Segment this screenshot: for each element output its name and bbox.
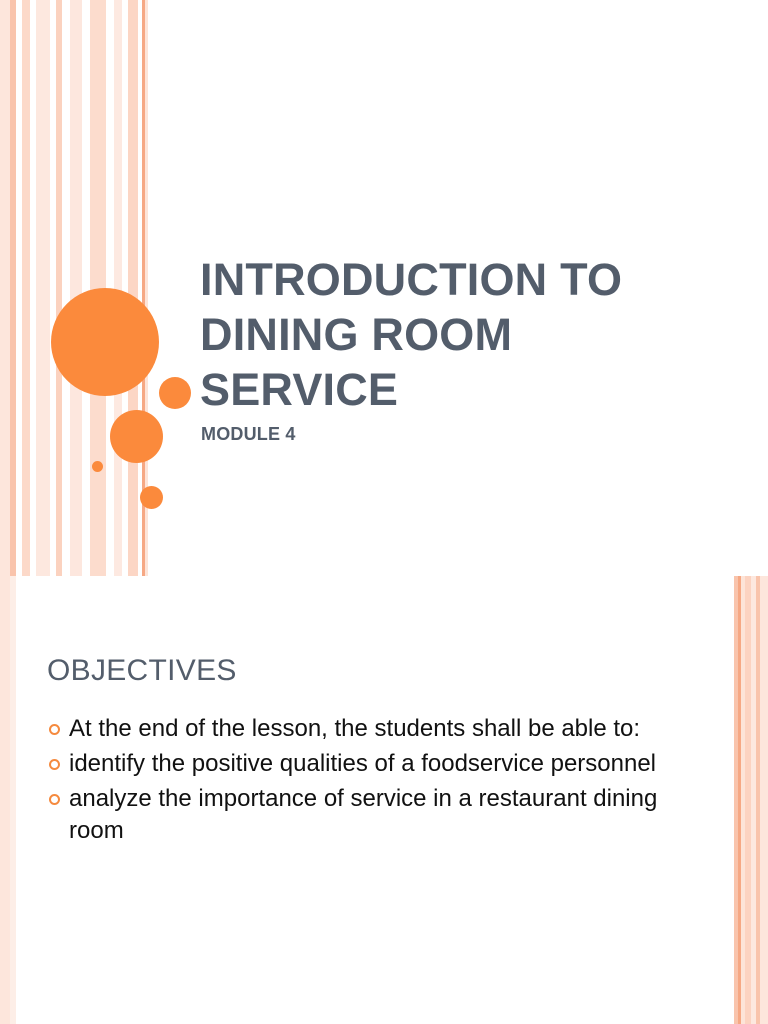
decor-stripe — [10, 576, 16, 1024]
list-item-text: identify the positive qualities of a foodservice personnel — [69, 750, 657, 777]
hollow-circle-bullet-icon — [49, 759, 60, 770]
objectives-heading: OBJECTIVES — [47, 654, 237, 687]
decor-stripe — [22, 0, 30, 576]
decor-stripe — [70, 0, 82, 576]
decor-stripe — [0, 0, 10, 576]
decor-stripe — [10, 0, 16, 576]
hollow-circle-bullet-icon — [49, 794, 60, 805]
list-item-text: analyze the importance of service in a restaurant dining room — [69, 785, 658, 844]
hollow-circle-bullet-icon — [49, 724, 60, 735]
decor-stripe — [36, 0, 50, 576]
title-line: DINING ROOM — [200, 309, 513, 360]
decor-stripe — [56, 0, 62, 576]
list-item — [48, 713, 668, 745]
list-item — [48, 748, 668, 780]
circle-icon — [51, 288, 159, 396]
title-line: INTRODUCTION TO — [200, 254, 623, 305]
circle-icon — [92, 461, 103, 472]
decor-stripe — [128, 0, 138, 576]
circle-icon — [110, 410, 163, 463]
decor-stripe — [0, 576, 10, 1024]
circle-icon — [140, 486, 163, 509]
objectives-list — [48, 713, 668, 850]
circle-icon — [159, 377, 191, 409]
list-item-text: At the end of the lesson, the students shall be able to: — [69, 715, 641, 742]
title-line: SERVICE — [200, 364, 399, 415]
objectives-slide — [0, 576, 768, 1024]
slide-subtitle: MODULE 4 — [201, 424, 296, 444]
slide-title — [200, 252, 720, 417]
list-item — [48, 783, 668, 847]
decor-stripe — [760, 576, 768, 1024]
